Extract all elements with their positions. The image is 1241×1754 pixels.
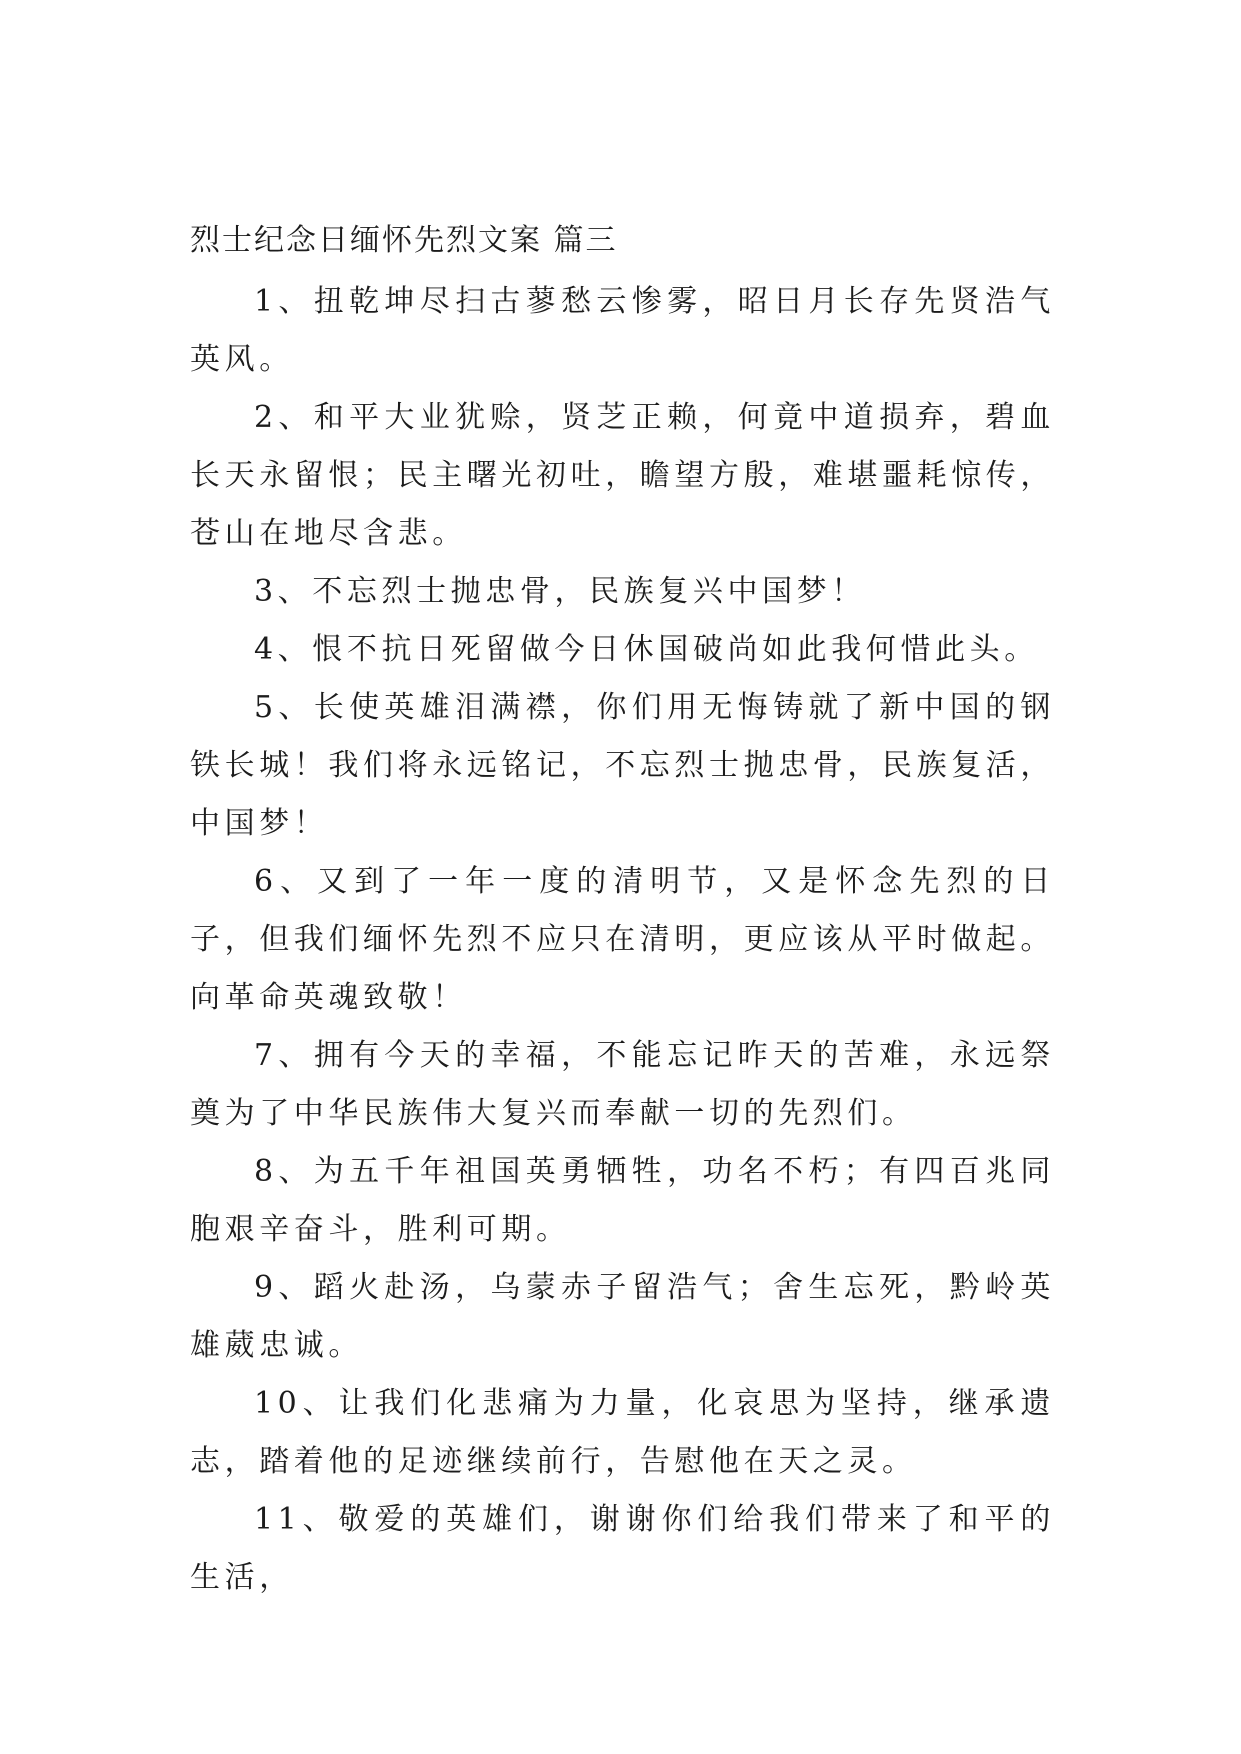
document-title: 烈士纪念日缅怀先烈文案 篇三 (190, 223, 618, 258)
paragraph-10: 10、让我们化悲痛为力量，化哀思为坚持，继承遗志，踏着他的足迹继续前行，告慰他在天之灵。 (190, 1386, 1055, 1479)
paragraph-6: 6、又到了一年一度的清明节，又是怀念先烈的日子，但我们缅怀先烈不应只在清明，更应该从平时做起。向革命英魂致敬！ (190, 864, 1055, 1015)
paragraph-2: 2、和平大业犹赊，贤芝正赖，何竟中道损弃，碧血长天永留恨；民主曙光初吐，瞻望方殷，难堪噩耗惊传，苍山在地尽含悲。 (190, 400, 1055, 551)
paragraph-1: 1、扭乾坤尽扫古蓼愁云惨雾，昭日月长存先贤浩气英风。 (190, 284, 1055, 377)
paragraph-5: 5、长使英雄泪满襟，你们用无悔铸就了新中国的钢铁长城！我们将永远铭记，不忘烈士抛忠骨，民族复活，中国梦！ (190, 690, 1055, 841)
paragraph-8: 8、为五千年祖国英勇牺牲，功名不朽；有四百兆同胞艰辛奋斗，胜利可期。 (190, 1154, 1055, 1247)
paragraph-9: 9、蹈火赴汤，乌蒙赤子留浩气；舍生忘死，黔岭英雄葳忠诚。 (190, 1270, 1055, 1363)
paragraph-3: 3、不忘烈士抛忠骨，民族复兴中国梦！ (254, 574, 866, 609)
paragraph-7: 7、拥有今天的幸福，不能忘记昨天的苦难，永远祭奠为了中华民族伟大复兴而奉献一切的先烈们。 (190, 1038, 1055, 1131)
paragraph-4: 4、恨不抗日死留做今日休国破尚如此我何惜此头。 (254, 632, 1039, 667)
document-body (190, 221, 1055, 1607)
paragraph-11: 11、敬爱的英雄们，谢谢你们给我们带来了和平的生活， (190, 1502, 1055, 1595)
